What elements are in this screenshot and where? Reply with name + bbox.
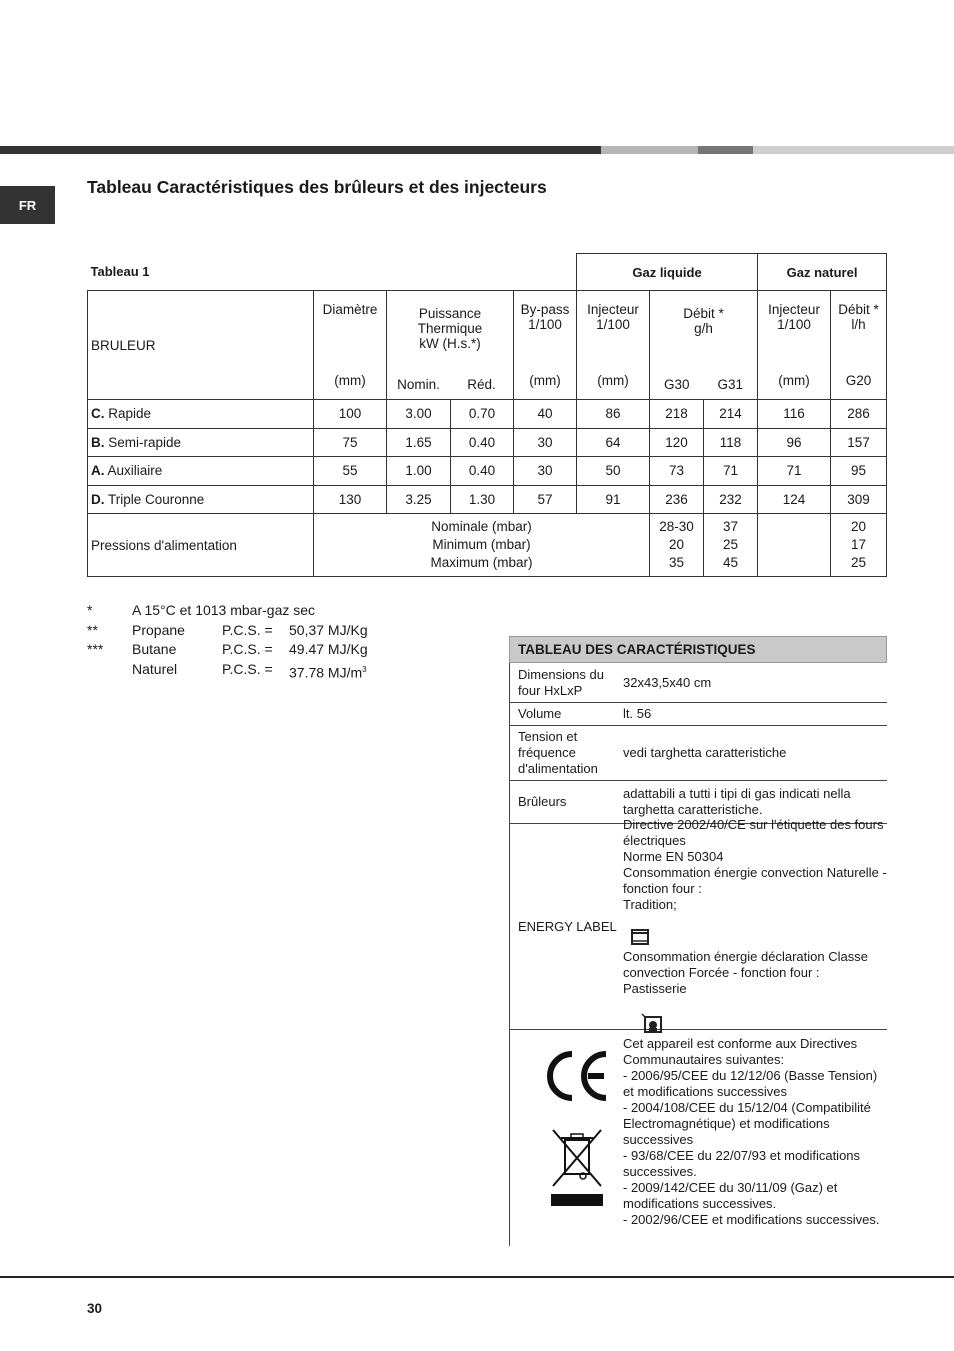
header-bypass: By-pass 1/100 (mm) bbox=[514, 291, 577, 400]
burner-table bbox=[87, 253, 887, 577]
pressure-row: Pressions d'alimentation Nominale (mbar) Minimum (mbar) Maximum (mbar) 28-30 20 35 37 25 45 20 17 25 bbox=[88, 514, 887, 577]
language-tab: FR bbox=[0, 186, 55, 224]
table-row: B. Semi-rapide 75 1.65 0.40 30 64 120 118 96 157 bbox=[88, 428, 887, 457]
ce-mark-icon bbox=[542, 1048, 612, 1104]
header-injector-lpg: Injecteur 1/100 (mm) bbox=[577, 291, 650, 400]
header-injector-ng: Injecteur 1/100 (mm) bbox=[758, 291, 831, 400]
table-row: A. Auxiliaire 55 1.00 0.40 30 50 73 71 71 95 bbox=[88, 457, 887, 486]
weee-bin-icon bbox=[549, 1126, 605, 1206]
conformity-row bbox=[509, 1030, 887, 1246]
table-row: Dimensions du four HxLxP 32x43,5x40 cm bbox=[509, 663, 887, 703]
header-burner: BRULEUR bbox=[88, 291, 314, 400]
header-bar-dark bbox=[0, 146, 601, 154]
table-row: Brûleurs adattabili a tutti i tipi di gas indicati nella targhetta caratteristiche. bbox=[509, 781, 887, 824]
header-diameter: Diamètre (mm) bbox=[314, 291, 387, 400]
characteristics-title: TABLEAU DES CARACTÉRISTIQUES bbox=[509, 636, 887, 663]
conformity-text: Cet appareil est conforme aux Directives Communautaires suivantes: - 2006/95/CEE du 12/12/06 (Basse Tension) et modifications successives - 2004/108/CEE du 15/12/04 (Compatibilité Electromagnétique) et modifications successives - 93/68/CEE du 22/07/93 et modifications successives. - 2009/142/CEE du 30/11/09 (Gaz) et modifications successives. - 2002/96/CEE et modifications successives. bbox=[623, 1036, 880, 1227]
characteristics-table bbox=[509, 636, 887, 1246]
footnotes bbox=[87, 601, 368, 683]
footnote: * A 15°C et 1013 mbar-gaz sec bbox=[87, 602, 316, 618]
table-row: Volume lt. 56 bbox=[509, 703, 887, 726]
footnote: ** Propane P.C.S. = 50,37 MJ/Kg bbox=[87, 621, 368, 638]
group-natural-gas: Gaz naturel bbox=[758, 254, 887, 291]
footer-rule bbox=[0, 1276, 954, 1278]
footnote: *** Butane P.C.S. = 49.47 MJ/Kg bbox=[87, 641, 368, 657]
header-power: Puissance Thermique kW (H.s.*) Nomin. Réd. bbox=[387, 291, 514, 400]
table-row: C. Rapide 100 3.00 0.70 40 86 218 214 116 286 bbox=[88, 400, 887, 429]
energy-label-row: ENERGY LABEL Directive 2002/40/CE sur l'étiquette des fours électriques Norme EN 50304 Consommation énergie convection Naturelle - fonction four : Tradition; Consommation énergie déclaration Classe convection Forcée - fonction four : Pastisserie bbox=[509, 824, 887, 1030]
footnote: Naturel P.C.S. = 37.78 $MJ/m^3$ bbox=[132, 660, 367, 681]
header-flow-ng: Débit * l/h G20 bbox=[831, 291, 887, 400]
header-flow-lpg: Débit * g/h G30 G31 bbox=[650, 291, 758, 400]
table-row: D. Triple Couronne 130 3.25 1.30 57 91 236 232 124 309 bbox=[88, 485, 887, 514]
header-bar-light bbox=[601, 146, 698, 154]
page-number: 30 bbox=[87, 1301, 103, 1316]
page-title: Tableau Caractéristiques des brûleurs et des injecteurs bbox=[87, 177, 547, 197]
header-bar-light-right bbox=[753, 146, 954, 154]
group-liquid-gas: Gaz liquide bbox=[577, 254, 758, 291]
header-bar-mid bbox=[698, 146, 753, 154]
table-label: Tableau 1 bbox=[88, 254, 577, 291]
table-row: Tension et fréquence d'alimentation vedi targhetta caratteristiche bbox=[509, 726, 887, 781]
oven-tradition-icon bbox=[631, 913, 649, 949]
